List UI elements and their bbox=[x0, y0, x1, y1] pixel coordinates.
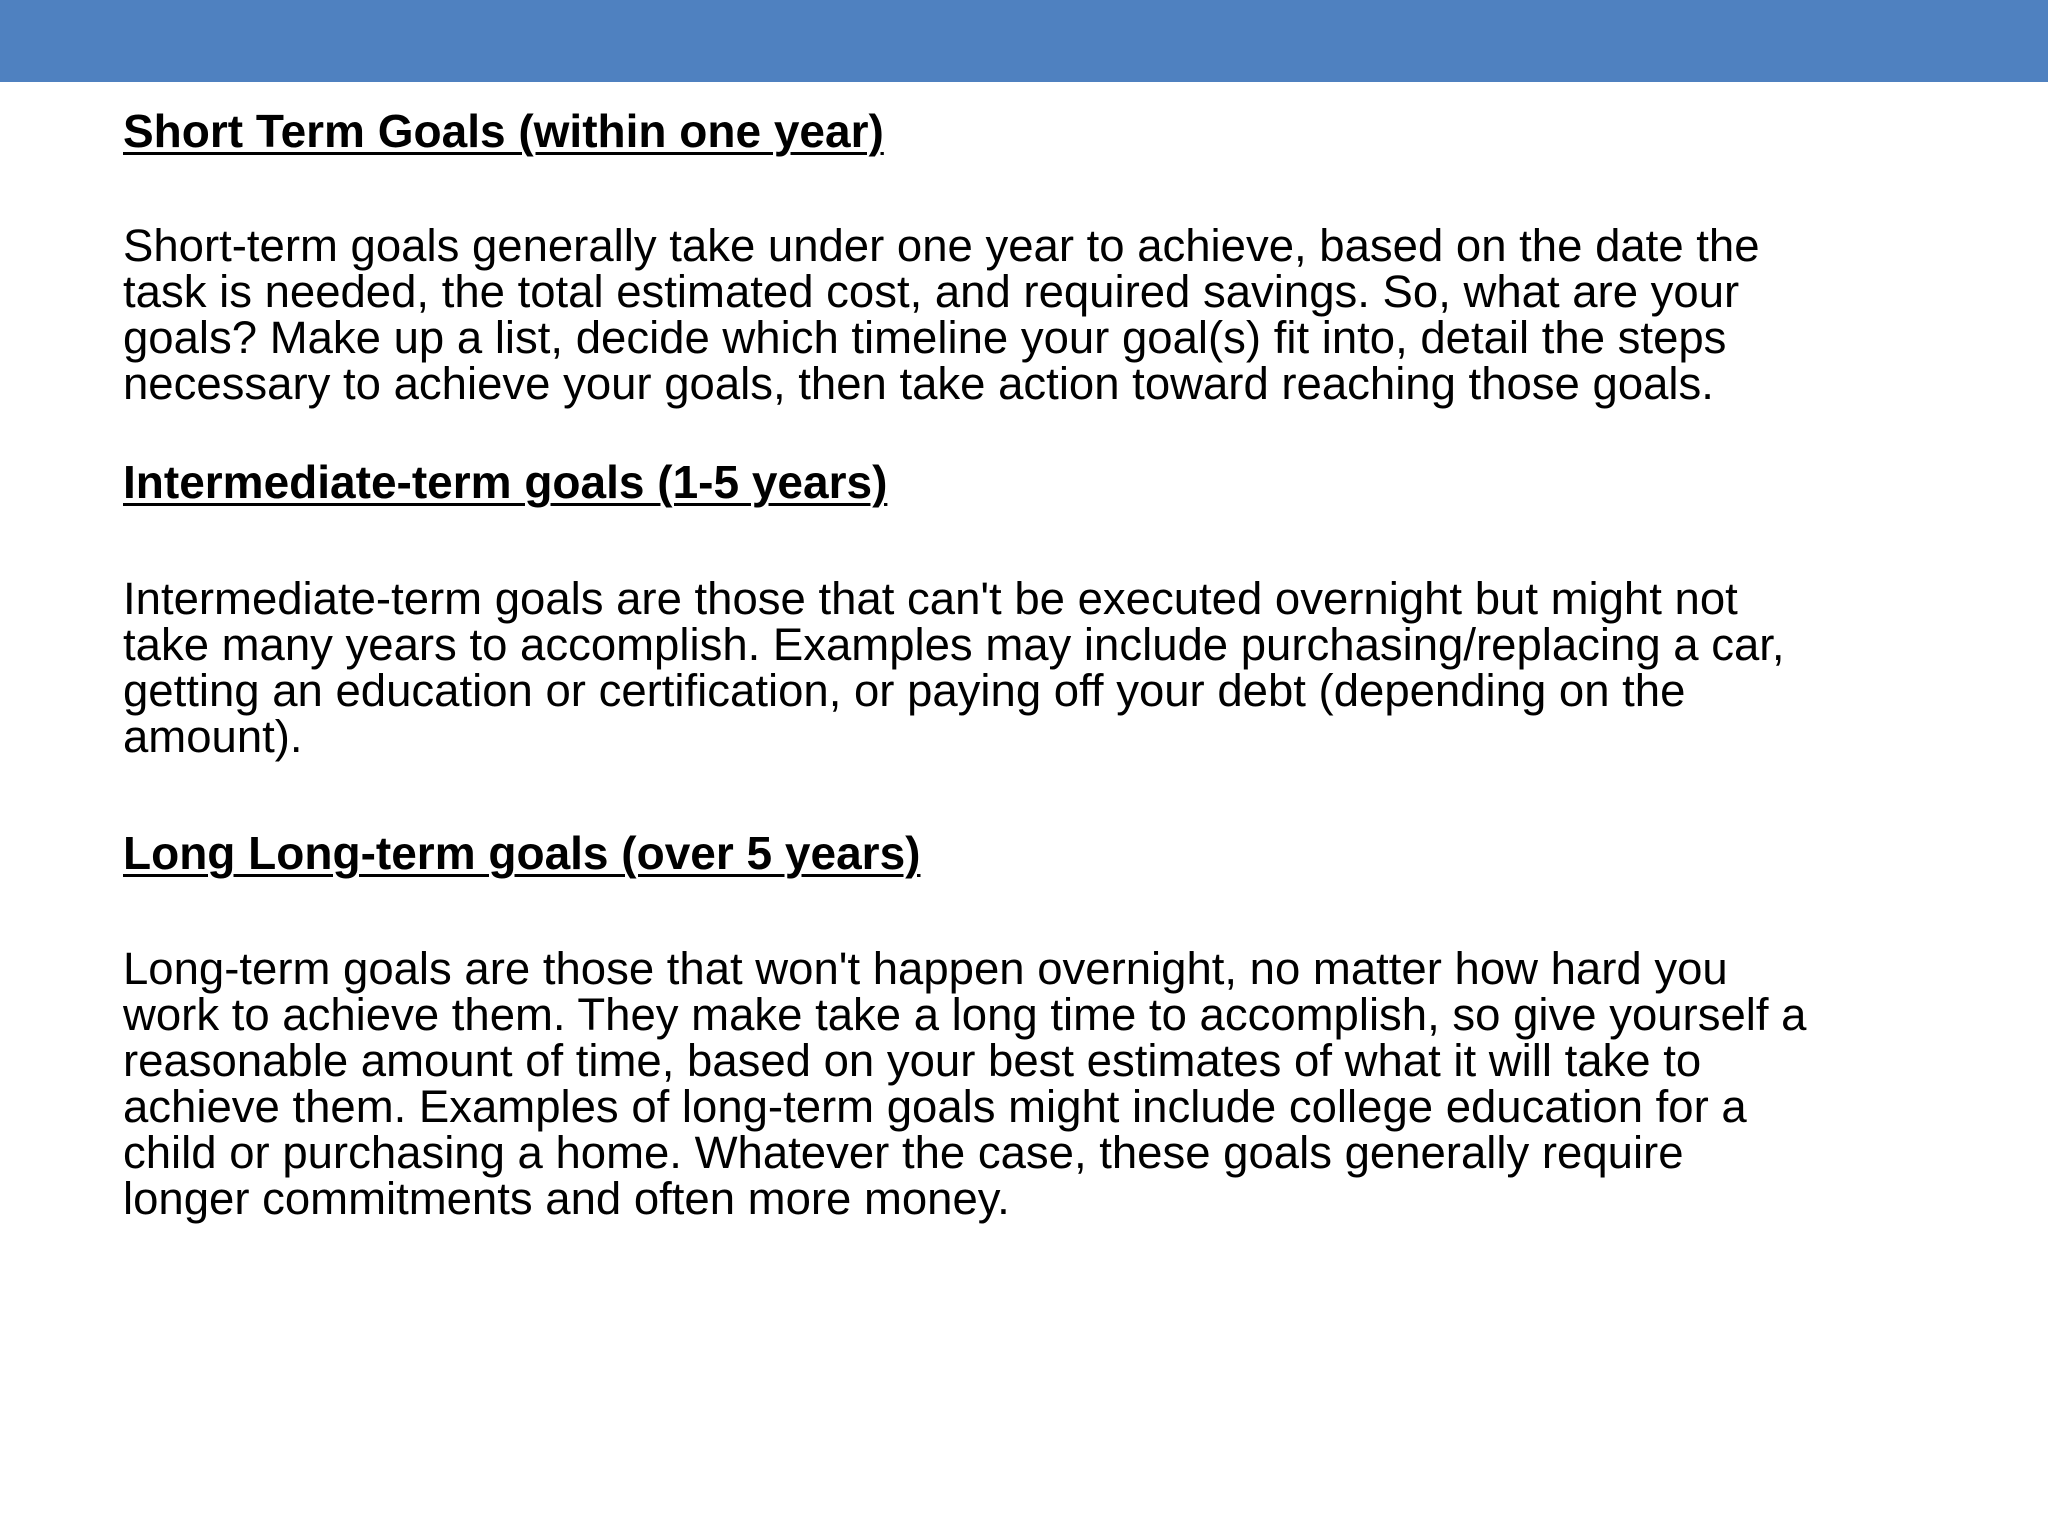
text-line: goals? Make up a list, decide which timeline your goal(s) fit into, detail the steps bbox=[123, 312, 1727, 363]
text-line: Intermediate-term goals are those that can't be executed overnight but might not bbox=[123, 573, 1738, 624]
text-line: longer commitments and often more money. bbox=[123, 1173, 1010, 1224]
text-line: reasonable amount of time, based on your best estimates of what it will take to bbox=[123, 1035, 1702, 1086]
text-line: getting an education or certification, or paying off your debt (depending on the bbox=[123, 665, 1686, 716]
text-line: achieve them. Examples of long-term goals might include college education for a bbox=[123, 1081, 1747, 1132]
text-line: child or purchasing a home. Whatever the case, these goals generally require bbox=[123, 1127, 1684, 1178]
text-line: Short-term goals generally take under one year to achieve, based on the date the bbox=[123, 220, 1760, 271]
text-line: amount). bbox=[123, 711, 303, 762]
text-line: work to achieve them. They make take a long time to accomplish, so give yourself a bbox=[123, 989, 1807, 1040]
text-line: necessary to achieve your goals, then take action toward reaching those goals. bbox=[123, 358, 1714, 409]
heading-long-term-goals: Long Long-term goals (over 5 years) bbox=[123, 827, 921, 879]
heading-short-term-goals: Short Term Goals (within one year) bbox=[123, 105, 884, 157]
text-line: take many years to accomplish. Examples may include purchasing/replacing a car, bbox=[123, 619, 1785, 670]
paragraph-long-term-goals bbox=[123, 943, 1983, 1224]
text-line: Long-term goals are those that won't happen overnight, no matter how hard you bbox=[123, 943, 1728, 994]
heading-intermediate-term-goals: Intermediate-term goals (1-5 years) bbox=[123, 456, 888, 508]
paragraph-short-term-goals bbox=[123, 220, 1983, 409]
text-line: task is needed, the total estimated cost, and required savings. So, what are your bbox=[123, 266, 1740, 317]
header-bar bbox=[0, 0, 2048, 82]
paragraph-intermediate-term-goals bbox=[123, 573, 1983, 762]
